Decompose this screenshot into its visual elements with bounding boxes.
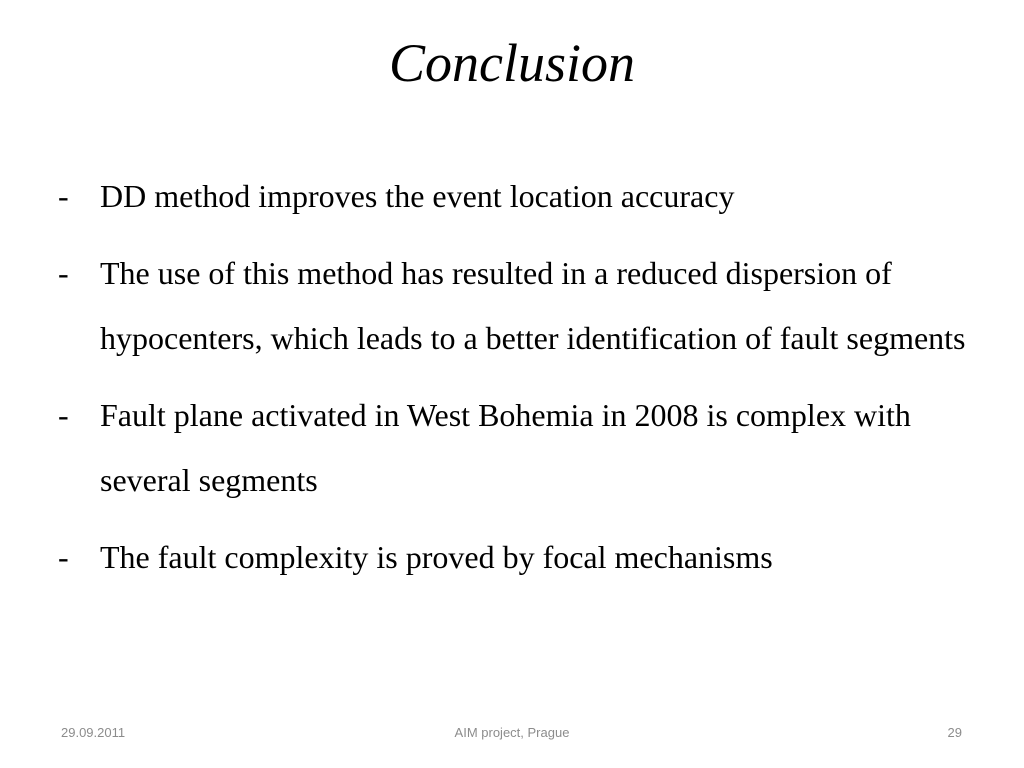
bullet-text: The fault complexity is proved by focal mechanisms xyxy=(100,539,773,575)
bullet-marker: - xyxy=(58,178,69,214)
footer-page-number: 29 xyxy=(947,725,962,740)
bullet-text: The use of this method has resulted in a reduced dispersion of hypocenters, which leads to a better identification of fault segments xyxy=(100,255,966,356)
bullet-marker: - xyxy=(58,539,69,575)
bullet-item xyxy=(58,241,988,371)
bullet-text: DD method improves the event location accuracy xyxy=(100,178,735,214)
bullet-text: Fault plane activated in West Bohemia in 2008 is complex with several segments xyxy=(100,397,911,498)
bullet-list xyxy=(58,164,988,602)
footer-date: 29.09.2011 xyxy=(61,725,126,740)
bullet-item xyxy=(58,383,988,513)
bullet-marker: - xyxy=(58,255,69,291)
slide-title: Conclusion xyxy=(388,33,635,93)
bullet-item xyxy=(58,525,988,590)
bullet-item xyxy=(58,164,988,229)
footer-project: AIM project, Prague xyxy=(454,725,570,740)
bullet-marker: - xyxy=(58,397,69,433)
